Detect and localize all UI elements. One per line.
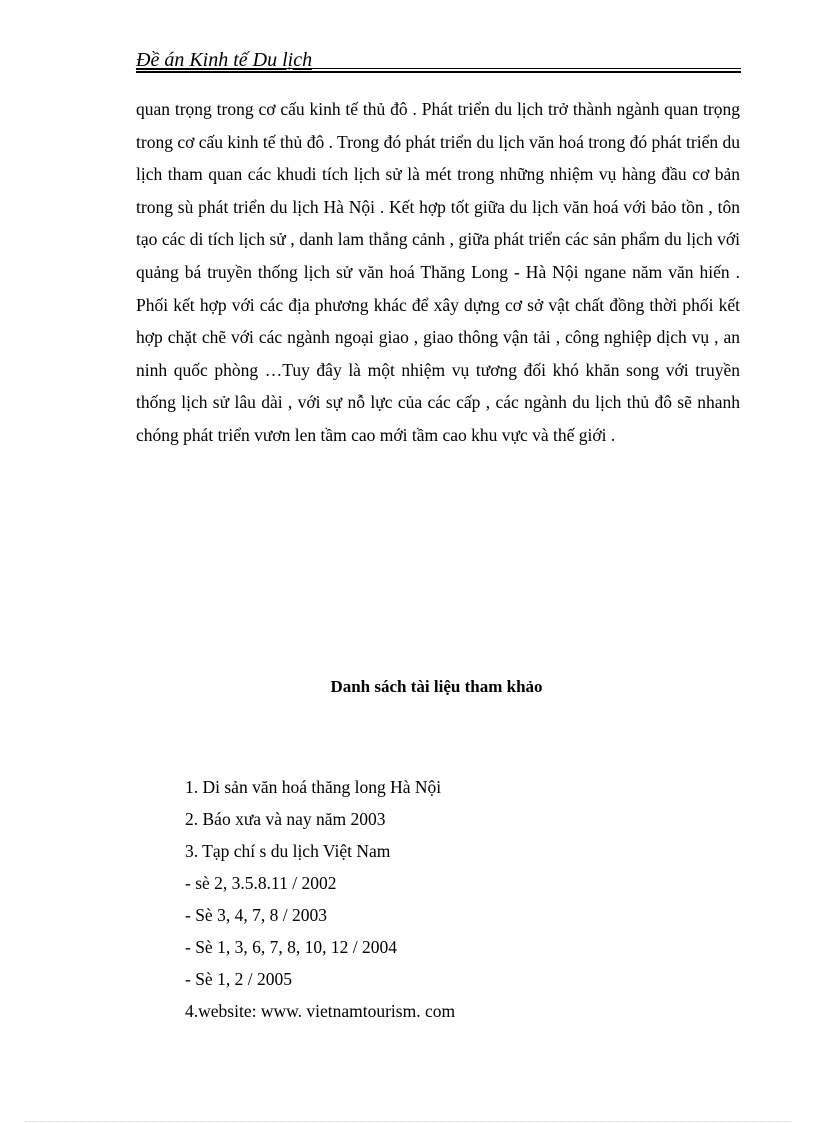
reference-item: - sè 2, 3.5.8.11 / 2002: [185, 873, 337, 893]
page-header: [136, 48, 741, 72]
references-title: Danh sách tài liệu tham khảo: [330, 677, 543, 696]
reference-item: 2. Báo xưa và nay năm 2003: [185, 809, 386, 829]
reference-item: 1. Di sản văn hoá thăng long Hà Nội: [185, 777, 442, 797]
page-bottom-border: [25, 1121, 791, 1122]
header-rule-thick: [136, 71, 741, 73]
reference-item: 3. Tạp chí s du lịch Việt Nam: [185, 841, 391, 861]
reference-item: - Sè 1, 2 / 2005: [185, 969, 292, 989]
header-rule: [136, 68, 741, 69]
reference-item: - Sè 3, 4, 7, 8 / 2003: [185, 905, 327, 925]
reference-item: 4.website: www. vietnamtourism. com: [185, 1001, 456, 1021]
references-list: [185, 771, 455, 1027]
header-title: Đề án Kinh tế Du lịch: [136, 49, 313, 71]
body-paragraph: quan trọng trong cơ cấu kinh tế thủ đô . Phát triển du lịch trở thành ngành quan trọng trong cơ cấu kinh tế thủ đô . Trong đó phát triển du lịch văn hoá trong đó phát triển du lịch tham quan các khudi tích lịch sử là mét trong những nhiệm vụ hàng đầu cơ bản trong sù phát triển du lịch Hà Nội . Kết hợp tốt giữa du lịch văn hoá với bảo tồn , tôn tạo các di tích lịch sử , danh lam thắng cảnh , giữa phát triển các sản phẩm du lịch với quảng bá truyền thống lịch sử văn hoá Thăng Long - Hà Nội ngane năm văn hiến . Phối kết hợp với các địa phương khác để xây dựng cơ sở vật chất đồng thời phối kết hợp chặt chẽ với các ngành ngoại giao , giao thông vận tải , công nghiệp dịch vụ , an ninh quốc phòng …Tuy đây là một nhiệm vụ tương đối khó khăn song với truyền thống lịch sử lâu dài , với sự nỗ lực của các cấp , các ngành du lịch thủ đô sẽ nhanh chóng phát triển vươn len tầm cao mới tầm cao khu vực và thế giới .: [136, 99, 740, 445]
reference-item: - Sè 1, 3, 6, 7, 8, 10, 12 / 2004: [185, 937, 397, 957]
